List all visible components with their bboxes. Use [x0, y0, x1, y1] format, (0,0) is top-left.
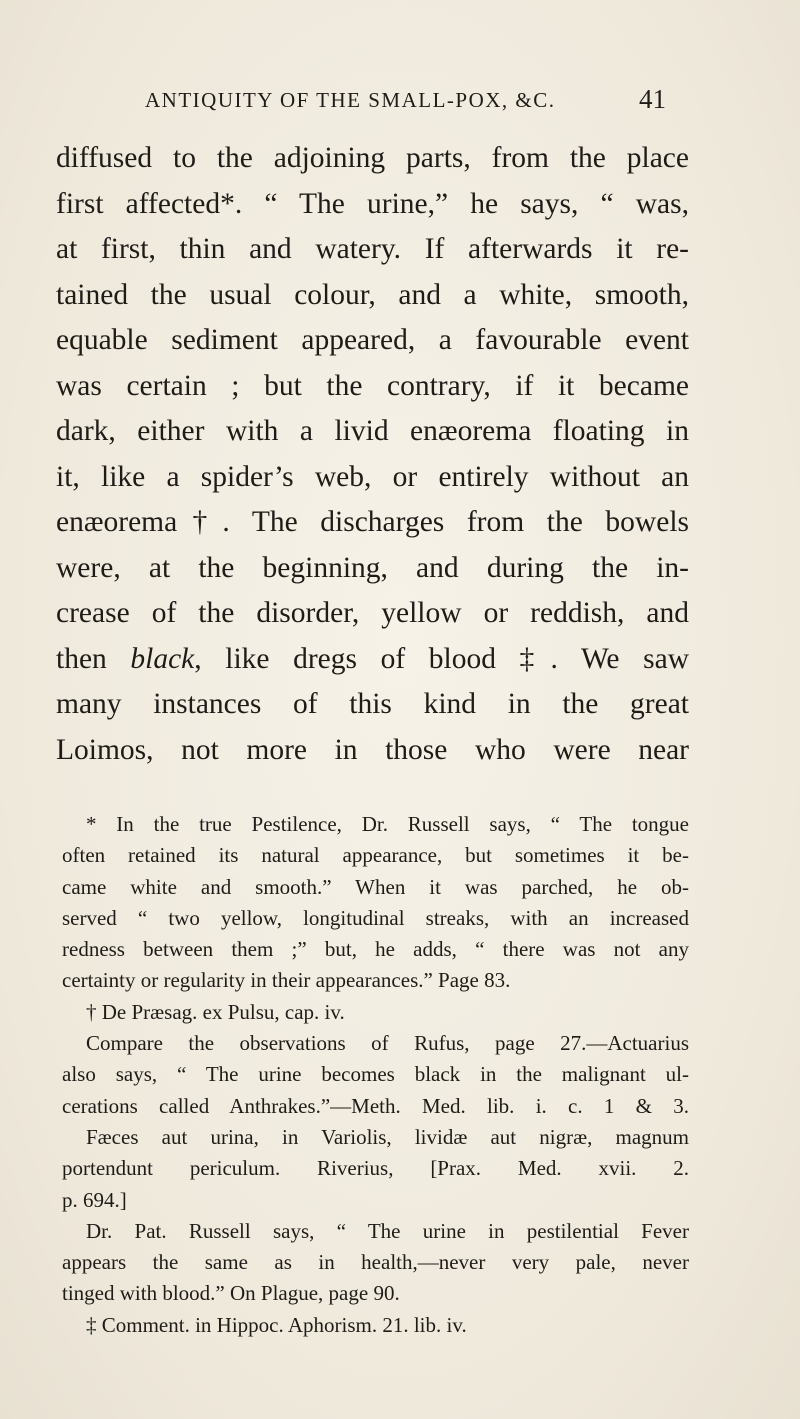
footnote-line: p. 694.]	[62, 1187, 127, 1212]
footnote-line: served “ two yellow, longitudinal streaks, with an increased	[62, 905, 689, 930]
body-line: it, like a spider’s web, or entirely without an	[56, 460, 689, 493]
body-line: were, at the beginning, and during the in-	[56, 551, 689, 584]
body-line: at first, thin and watery. If afterwards it re-	[56, 233, 689, 265]
footnote-line: certainty or regularity in their appearances.” Page 83.	[62, 968, 511, 993]
page-header	[145, 84, 666, 118]
footnote-line: portendunt periculum. Riverius, [Prax. Med. xvii. 2.	[62, 1156, 689, 1181]
footnote-line: ‡ Comment. in Hippoc. Aphorism. 21. lib. iv.	[86, 1312, 467, 1337]
body-line: enæorema†. The discharges from the bowels	[56, 506, 689, 538]
body-line: dark, either with a livid enæorema floating in	[56, 415, 689, 447]
footnote-line: tinged with blood.” On Plague, page 90.	[62, 1281, 400, 1306]
footnote-line: Dr. Pat. Russell says, “ The urine in pestilential Fever	[86, 1218, 689, 1243]
footnote-line: also says, “ The urine becomes black in the malignant ul-	[62, 1062, 689, 1087]
running-head: ANTIQUITY OF THE SMALL-POX, &C.	[145, 88, 556, 112]
body-line: many instances of this kind in the great	[56, 688, 689, 720]
footnotes	[62, 809, 689, 1341]
body-line: tained the usual colour, and a white, smooth,	[56, 278, 689, 311]
footnote-line: redness between them ;” but, he adds, “ there was not any	[62, 937, 689, 962]
body-line: first affected*. “ The urine,” he says, “ was,	[56, 187, 689, 220]
footnote-line: * In the true Pestilence, Dr. Russell says, “ The tongue	[86, 812, 689, 836]
body-line: Loimos, not more in those who were near	[56, 733, 689, 766]
footnote-line: cerations called Anthrakes.”—Meth. Med. lib. i. c. 1 & 3.	[62, 1093, 689, 1118]
footnote-line: appears the same as in health,—never very pale, never	[62, 1250, 689, 1275]
page-number: 41	[639, 84, 666, 114]
footnote-line: Compare the observations of Rufus, page 27.—Actuarius	[86, 1031, 689, 1056]
footnote-line: Fæces aut urina, in Variolis, lividæ aut nigræ, magnum	[86, 1124, 689, 1149]
body-line: crease of the disorder, yellow or reddish, and	[56, 597, 689, 629]
footnote-line: often retained its natural appearance, but sometimes it be-	[62, 843, 689, 868]
body-text	[56, 136, 689, 773]
body-line: equable sediment appeared, a favourable event	[56, 324, 689, 356]
body-line: was certain ; but the contrary, if it became	[56, 369, 689, 402]
body-line: diffused to the adjoining parts, from the place	[56, 142, 689, 174]
body-line: then black, like dregs of blood ‡. We saw	[56, 642, 689, 675]
footnote-line: came white and smooth.” When it was parched, he ob-	[62, 874, 689, 899]
footnote-line: † De Præsag. ex Pulsu, cap. iv.	[86, 999, 345, 1024]
